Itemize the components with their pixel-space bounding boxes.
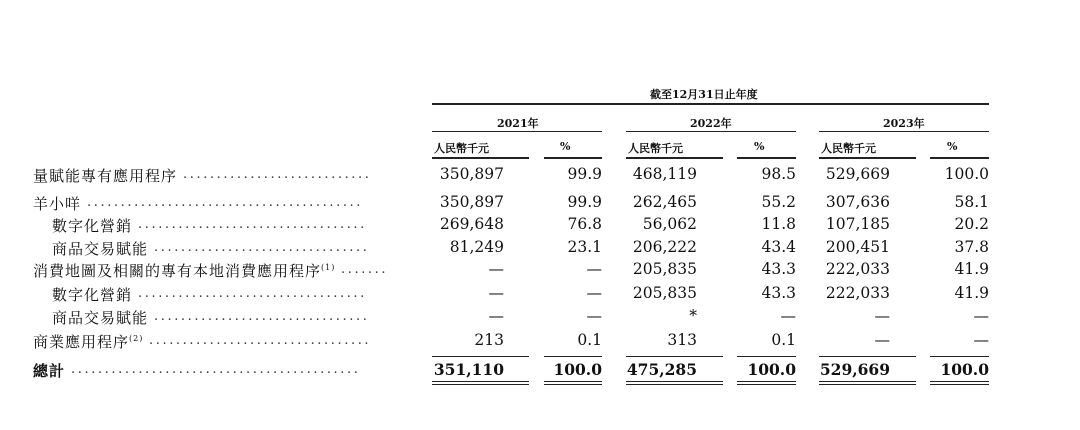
leader-dots: ........................................... — [71, 362, 361, 377]
cell-rmb-2021: 350,897 — [439, 165, 504, 183]
col-pct-2021: % — [560, 140, 571, 153]
year-2023-rule — [819, 131, 989, 132]
leader-dots: ....... — [341, 262, 389, 277]
total-double-rule-pct-2021-b — [544, 384, 602, 385]
cell-pct-2023: 58.1 — [954, 193, 989, 211]
cell-pct-2022: — — [780, 307, 796, 325]
total-double-rule-pct-2023-a — [930, 381, 989, 382]
row-label — [33, 260, 335, 281]
year-2021-header: 2021年 — [497, 117, 539, 130]
table-row — [0, 237, 1080, 259]
cell-rmb-2021: 213 — [474, 331, 504, 349]
cell-pct-2021: 0.1 — [577, 331, 602, 349]
cell-pct-2022: 43.4 — [761, 238, 796, 256]
col-rule-rmb-2021 — [432, 157, 529, 159]
cell-pct-2021: 100.0 — [553, 360, 602, 379]
cell-rmb-2023: 529,669 — [819, 360, 890, 379]
cell-pct-2023: 37.8 — [954, 238, 989, 256]
year-2022-header: 2022年 — [690, 117, 732, 130]
cell-rmb-2022: 205,835 — [632, 260, 697, 278]
cell-pct-2022: 55.2 — [761, 193, 796, 211]
cell-pct-2021: 99.9 — [567, 193, 602, 211]
total-double-rule-pct-2022-b — [737, 384, 796, 385]
cell-rmb-2022: 313 — [667, 331, 697, 349]
cell-rmb-2022: 206,222 — [632, 238, 697, 256]
col-rule-rmb-2023 — [819, 157, 916, 159]
row-label-text: 數字化營銷 — [52, 286, 133, 304]
row-label-text: 商品交易賦能 — [52, 309, 149, 327]
cell-rmb-2021: 351,110 — [433, 360, 504, 379]
table-row — [0, 330, 1080, 352]
cell-rmb-2021: — — [488, 307, 504, 325]
cell-pct-2023: 100.0 — [944, 165, 989, 183]
cell-rmb-2021: 350,897 — [439, 193, 504, 211]
cell-pct-2022: 98.5 — [761, 165, 796, 183]
leader-dots: ................................ — [154, 240, 370, 255]
cell-pct-2021: 99.9 — [567, 165, 602, 183]
table-row — [0, 283, 1080, 305]
cell-rmb-2022: 262,465 — [632, 193, 697, 211]
year-2021-rule — [432, 131, 602, 132]
cell-rmb-2021: 81,249 — [449, 238, 504, 256]
total-double-rule-pct-2023-b — [930, 384, 989, 385]
col-rule-pct-2021 — [544, 157, 602, 159]
leader-dots: .................................. — [138, 217, 367, 232]
cell-rmb-2023: — — [874, 331, 890, 349]
cell-rmb-2023: 107,185 — [825, 215, 890, 233]
cell-pct-2021: — — [586, 307, 602, 325]
col-rmb-2023: 人民幣千元 — [821, 142, 876, 155]
col-rule-rmb-2022 — [626, 157, 723, 159]
total-double-rule-rmb-2021-b — [432, 384, 529, 385]
cell-pct-2022: 0.1 — [771, 331, 796, 349]
row-label — [33, 331, 143, 352]
total-double-rule-rmb-2021-a — [432, 381, 529, 382]
total-double-rule-rmb-2023-b — [819, 384, 916, 385]
col-rmb-2022: 人民幣千元 — [628, 142, 683, 155]
cell-rmb-2023: 222,033 — [825, 284, 890, 302]
cell-rmb-2023: 307,636 — [825, 193, 890, 211]
cell-rmb-2022: 475,285 — [626, 360, 697, 379]
period-header: 截至12月31日止年度 — [650, 88, 758, 101]
subtotal-rule-pct-2023 — [930, 356, 989, 357]
row-label — [33, 193, 81, 214]
subtotal-rule-rmb-2023 — [819, 356, 916, 357]
cell-pct-2022: 43.3 — [761, 284, 796, 302]
year-2023-header: 2023年 — [883, 117, 925, 130]
cell-pct-2022: 11.8 — [761, 215, 796, 233]
total-double-rule-pct-2022-a — [737, 381, 796, 382]
cell-rmb-2023: 222,033 — [825, 260, 890, 278]
row-label — [33, 360, 65, 381]
row-label-text: 羊小咩 — [33, 195, 82, 213]
cell-pct-2023: — — [973, 307, 989, 325]
cell-pct-2023: 41.9 — [954, 260, 989, 278]
cell-rmb-2023: — — [874, 307, 890, 325]
cell-pct-2021: — — [586, 260, 602, 278]
subtotal-rule-rmb-2022 — [626, 356, 723, 357]
row-label — [52, 307, 148, 328]
table-row — [0, 306, 1080, 328]
col-rule-pct-2023 — [930, 157, 989, 159]
total-double-rule-rmb-2023-a — [819, 381, 916, 382]
total-double-rule-pct-2021-a — [544, 381, 602, 382]
row-label-text: 總計 — [33, 362, 66, 380]
col-rule-pct-2022 — [737, 157, 796, 159]
cell-rmb-2021: — — [488, 260, 504, 278]
cell-rmb-2021: — — [488, 284, 504, 302]
leader-dots: ................................ — [154, 309, 370, 324]
footnote-marker: (2) — [129, 334, 144, 343]
cell-pct-2022: 43.3 — [761, 260, 796, 278]
table-row — [0, 192, 1080, 214]
row-label-text: 商品交易賦能 — [52, 240, 149, 258]
cell-pct-2023: — — [973, 331, 989, 349]
cell-rmb-2023: 529,669 — [825, 165, 890, 183]
row-label-text: 量賦能專有應用程序 — [33, 167, 178, 185]
subtotal-rule-pct-2021 — [544, 356, 602, 357]
cell-rmb-2022: 56,062 — [642, 215, 697, 233]
footnote-marker: (1) — [321, 263, 336, 272]
row-label — [33, 165, 177, 186]
leader-dots: .................................. — [138, 286, 367, 301]
total-double-rule-rmb-2022-b — [626, 384, 723, 385]
cell-rmb-2021: 269,648 — [439, 215, 504, 233]
cell-pct-2021: — — [586, 284, 602, 302]
subtotal-rule-rmb-2021 — [432, 356, 529, 357]
row-label — [52, 215, 132, 236]
cell-rmb-2023: 200,451 — [825, 238, 890, 256]
year-2022-rule — [626, 131, 796, 132]
cell-pct-2023: 100.0 — [940, 360, 989, 379]
table-row — [0, 359, 1080, 381]
row-label — [52, 238, 148, 259]
col-pct-2023: % — [947, 140, 958, 153]
row-label — [52, 284, 132, 305]
cell-rmb-2022: * — [689, 307, 697, 325]
cell-pct-2022: 100.0 — [747, 360, 796, 379]
row-label-text: 商業應用程序 — [33, 333, 130, 351]
leader-dots: ............................ — [183, 167, 372, 182]
row-label-text: 數字化營銷 — [52, 217, 133, 235]
col-pct-2022: % — [754, 140, 765, 153]
cell-pct-2023: 20.2 — [954, 215, 989, 233]
leader-dots: ......................................... — [87, 195, 364, 210]
col-rmb-2021: 人民幣千元 — [434, 142, 489, 155]
cell-pct-2023: 41.9 — [954, 284, 989, 302]
table-row — [0, 259, 1080, 281]
cell-pct-2021: 76.8 — [567, 215, 602, 233]
cell-rmb-2022: 205,835 — [632, 284, 697, 302]
leader-dots: ................................. — [149, 333, 372, 348]
total-double-rule-rmb-2022-a — [626, 381, 723, 382]
header-top-rule — [432, 103, 989, 105]
cell-rmb-2022: 468,119 — [632, 165, 697, 183]
subtotal-rule-pct-2022 — [737, 356, 796, 357]
row-label-text: 消費地圖及相關的專有本地消費應用程序 — [33, 262, 322, 280]
table-row — [0, 164, 1080, 186]
cell-pct-2021: 23.1 — [567, 238, 602, 256]
table-row — [0, 214, 1080, 236]
